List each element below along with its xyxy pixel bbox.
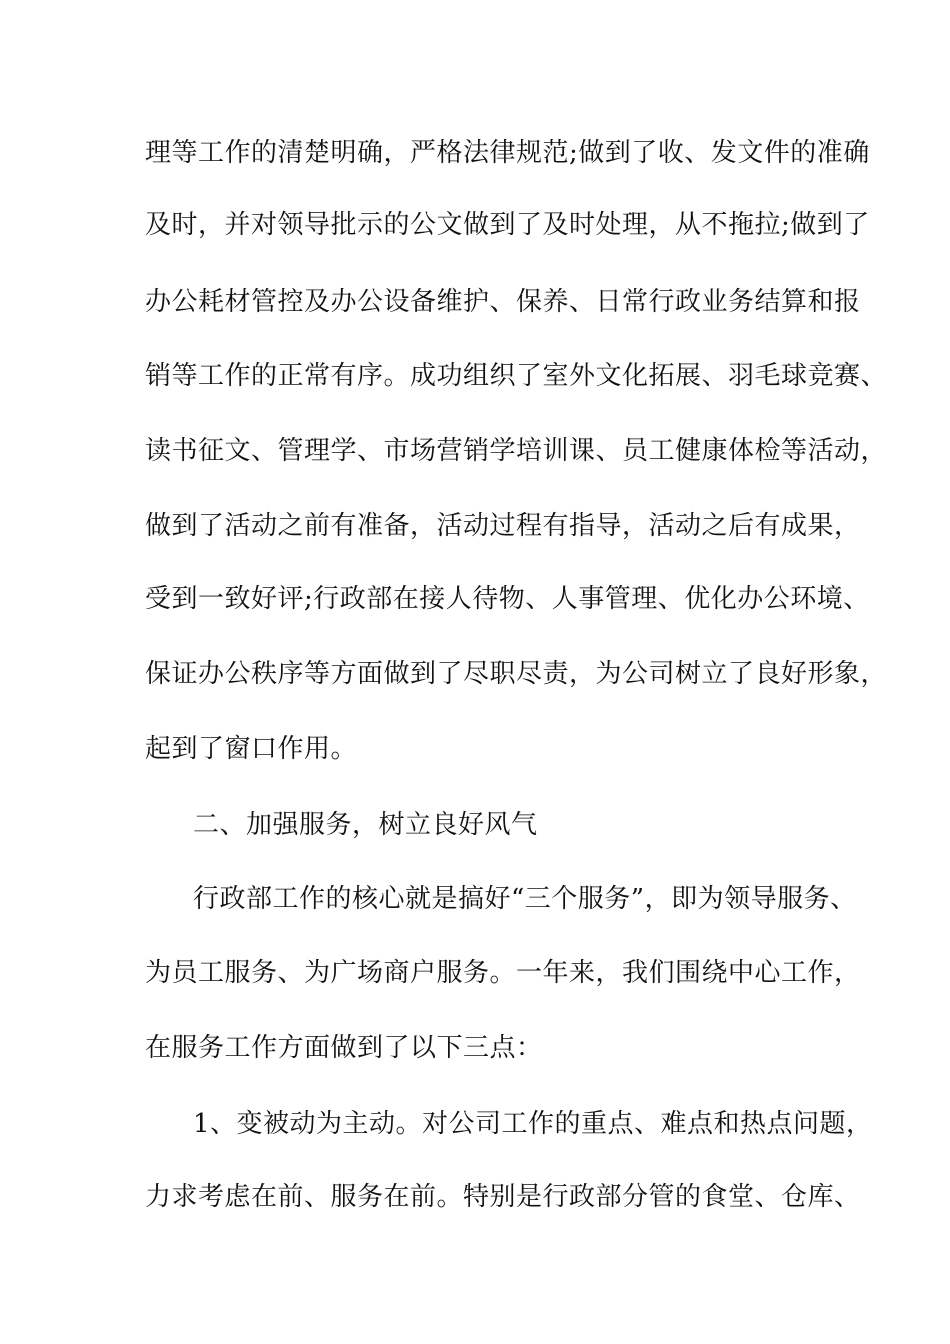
body-text-line: 力求考虑在前、服务在前。特别是行政部分管的食堂、仓库、 — [145, 1182, 861, 1212]
body-text-line: 理等工作的清楚明确，严格法律规范;做到了收、发文件的准确 — [145, 138, 870, 168]
paragraph-first-line: 行政部工作的核心就是搞好“三个服务”，即为领导服务、 — [193, 884, 857, 914]
body-text-line: 在服务工作方面做到了以下三点： — [145, 1033, 543, 1063]
body-text-line: 读书征文、管理学、市场营销学培训课、员工健康体检等活动， — [145, 436, 888, 466]
body-text-line: 及时，并对领导批示的公文做到了及时处理，从不拖拉;做到了 — [145, 210, 870, 240]
body-text-line: 保证办公秩序等方面做到了尽职尽责，为公司树立了良好形象， — [145, 659, 888, 689]
body-text-line: 办公耗材管控及办公设备维护、保养、日常行政业务结算和报 — [145, 287, 861, 317]
body-text-line: 起到了窗口作用。 — [145, 734, 358, 764]
section-heading: 二、加强服务，树立良好风气 — [193, 810, 538, 840]
body-text-line: 为员工服务、为广场商户服务。一年来，我们围绕中心工作， — [145, 958, 861, 988]
body-text-line: 销等工作的正常有序。成功组织了室外文化拓展、羽毛球竞赛、 — [145, 361, 888, 391]
body-text-line: 做到了活动之前有准备，活动过程有指导，活动之后有成果， — [145, 511, 861, 541]
list-item-first-line: 1、变被动为主动。对公司工作的重点、难点和热点问题， — [193, 1109, 873, 1139]
body-text-line: 受到一致好评;行政部在接人待物、人事管理、优化办公环境、 — [145, 584, 870, 614]
